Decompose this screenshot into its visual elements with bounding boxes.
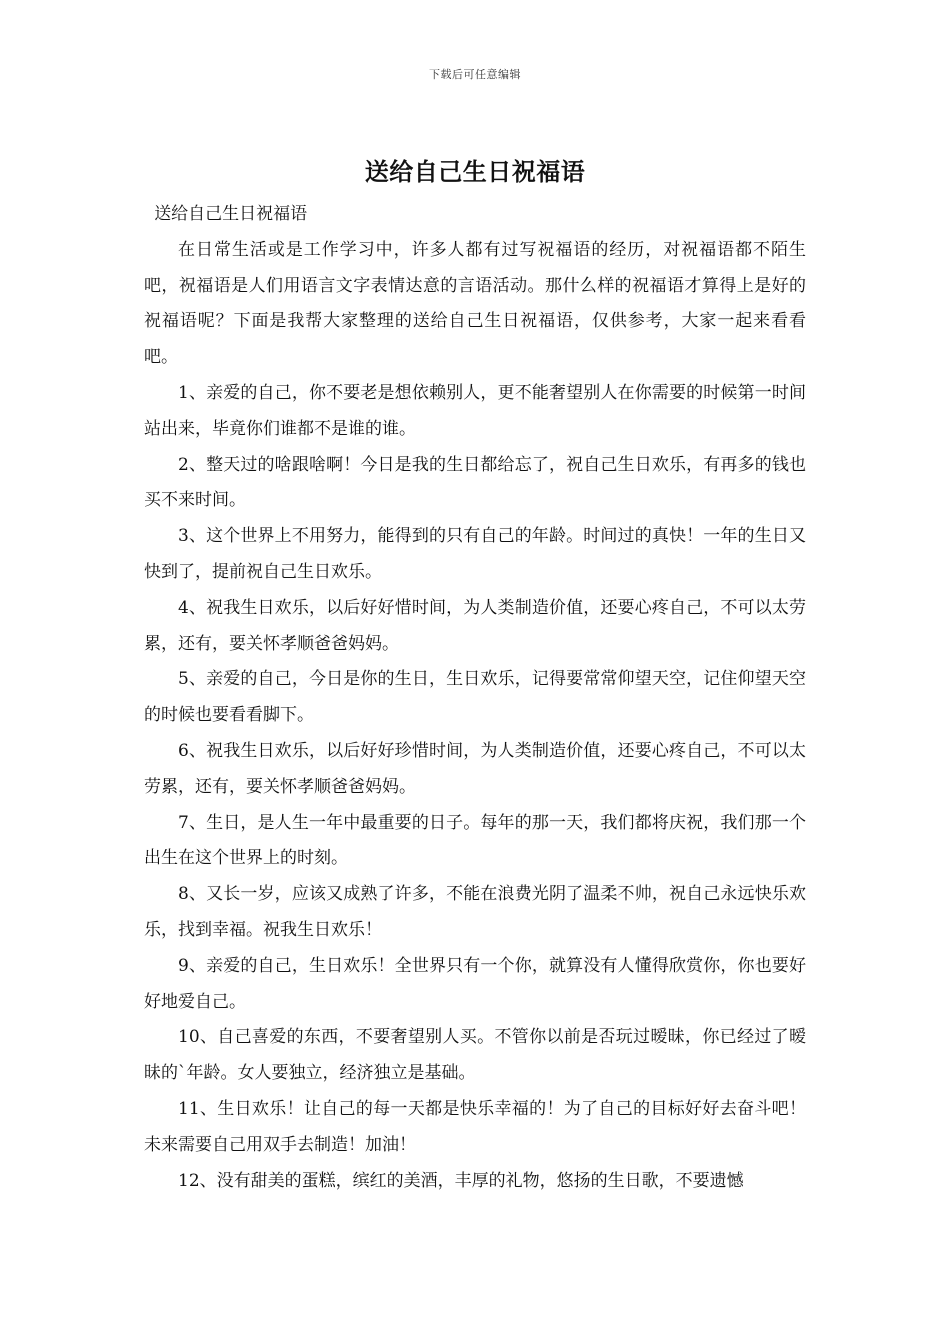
document-body [144, 197, 806, 1199]
wish-item-2: 2、整天过的啥跟啥啊！今日是我的生日都给忘了，祝自己生日欢乐，有再多的钱也买不来时间。 [144, 454, 806, 511]
intro-paragraph: 在日常生活或是工作学习中，许多人都有过写祝福语的经历，对祝福语都不陌生吧，祝福语是人们用语言文字表情达意的言语活动。那什么样的祝福语才算得上是好的祝福语呢？下面是我帮大家整理的送给自己生日祝福语，仅供参考，大家一起来看看吧。 [144, 239, 806, 368]
document-title: 送给自己生日祝福语 [364, 157, 586, 186]
wish-item-9: 9、亲爱的自己，生日欢乐！全世界只有一个你，就算没有人懂得欣赏你，你也要好好地爱自己。 [144, 955, 806, 1012]
wish-item-11: 11、生日欢乐！让自己的每一天都是快乐幸福的！为了自己的目标好好去奋斗吧！未来需要自己用双手去制造！加油！ [144, 1098, 806, 1155]
wish-item-10: 10、自己喜爱的东西，不要奢望别人买。不管你以前是否玩过暧昧，你已经过了暧昧的`年龄。女人要独立，经济独立是基础。 [144, 1027, 806, 1084]
wish-item-8: 8、又长一岁，应该又成熟了许多，不能在浪费光阴了温柔不帅，祝自己永远快乐欢乐，找到幸福。祝我生日欢乐！ [144, 884, 806, 940]
wish-item-3: 3、这个世界上不用努力，能得到的只有自己的年龄。时间过的真快！一年的生日又快到了，提前祝自己生日欢乐。 [144, 526, 806, 582]
document-subtitle: 送给自己生日祝福语 [154, 204, 308, 224]
wish-item-4: 4、祝我生日欢乐，以后好好惜时间，为人类制造价值，还要心疼自己，不可以太劳累，还有，要关怀孝顺爸爸妈妈。 [144, 597, 806, 654]
header-note: 下载后可任意编辑 [429, 68, 521, 81]
wish-item-6: 6、祝我生日欢乐，以后好好珍惜时间，为人类制造价值，还要心疼自己，不可以太劳累，还有，要关怀孝顺爸爸妈妈。 [144, 740, 806, 797]
wish-item-7: 7、生日，是人生一年中最重要的日子。每年的那一天，我们都将庆祝，我们那一个出生在这个世界上的时刻。 [144, 812, 806, 869]
wish-item-1: 1、亲爱的自己，你不要老是想依赖别人，更不能奢望别人在你需要的时候第一时间站出来，毕竟你们谁都不是谁的谁。 [144, 382, 806, 439]
wish-item-5: 5、亲爱的自己，今日是你的生日，生日欢乐，记得要常常仰望天空，记住仰望天空的时候也要看看脚下。 [144, 669, 806, 726]
wish-item-12: 12、没有甜美的蛋糕，缤红的美酒，丰厚的礼物，悠扬的生日歌，不要遗憾 [178, 1170, 744, 1191]
